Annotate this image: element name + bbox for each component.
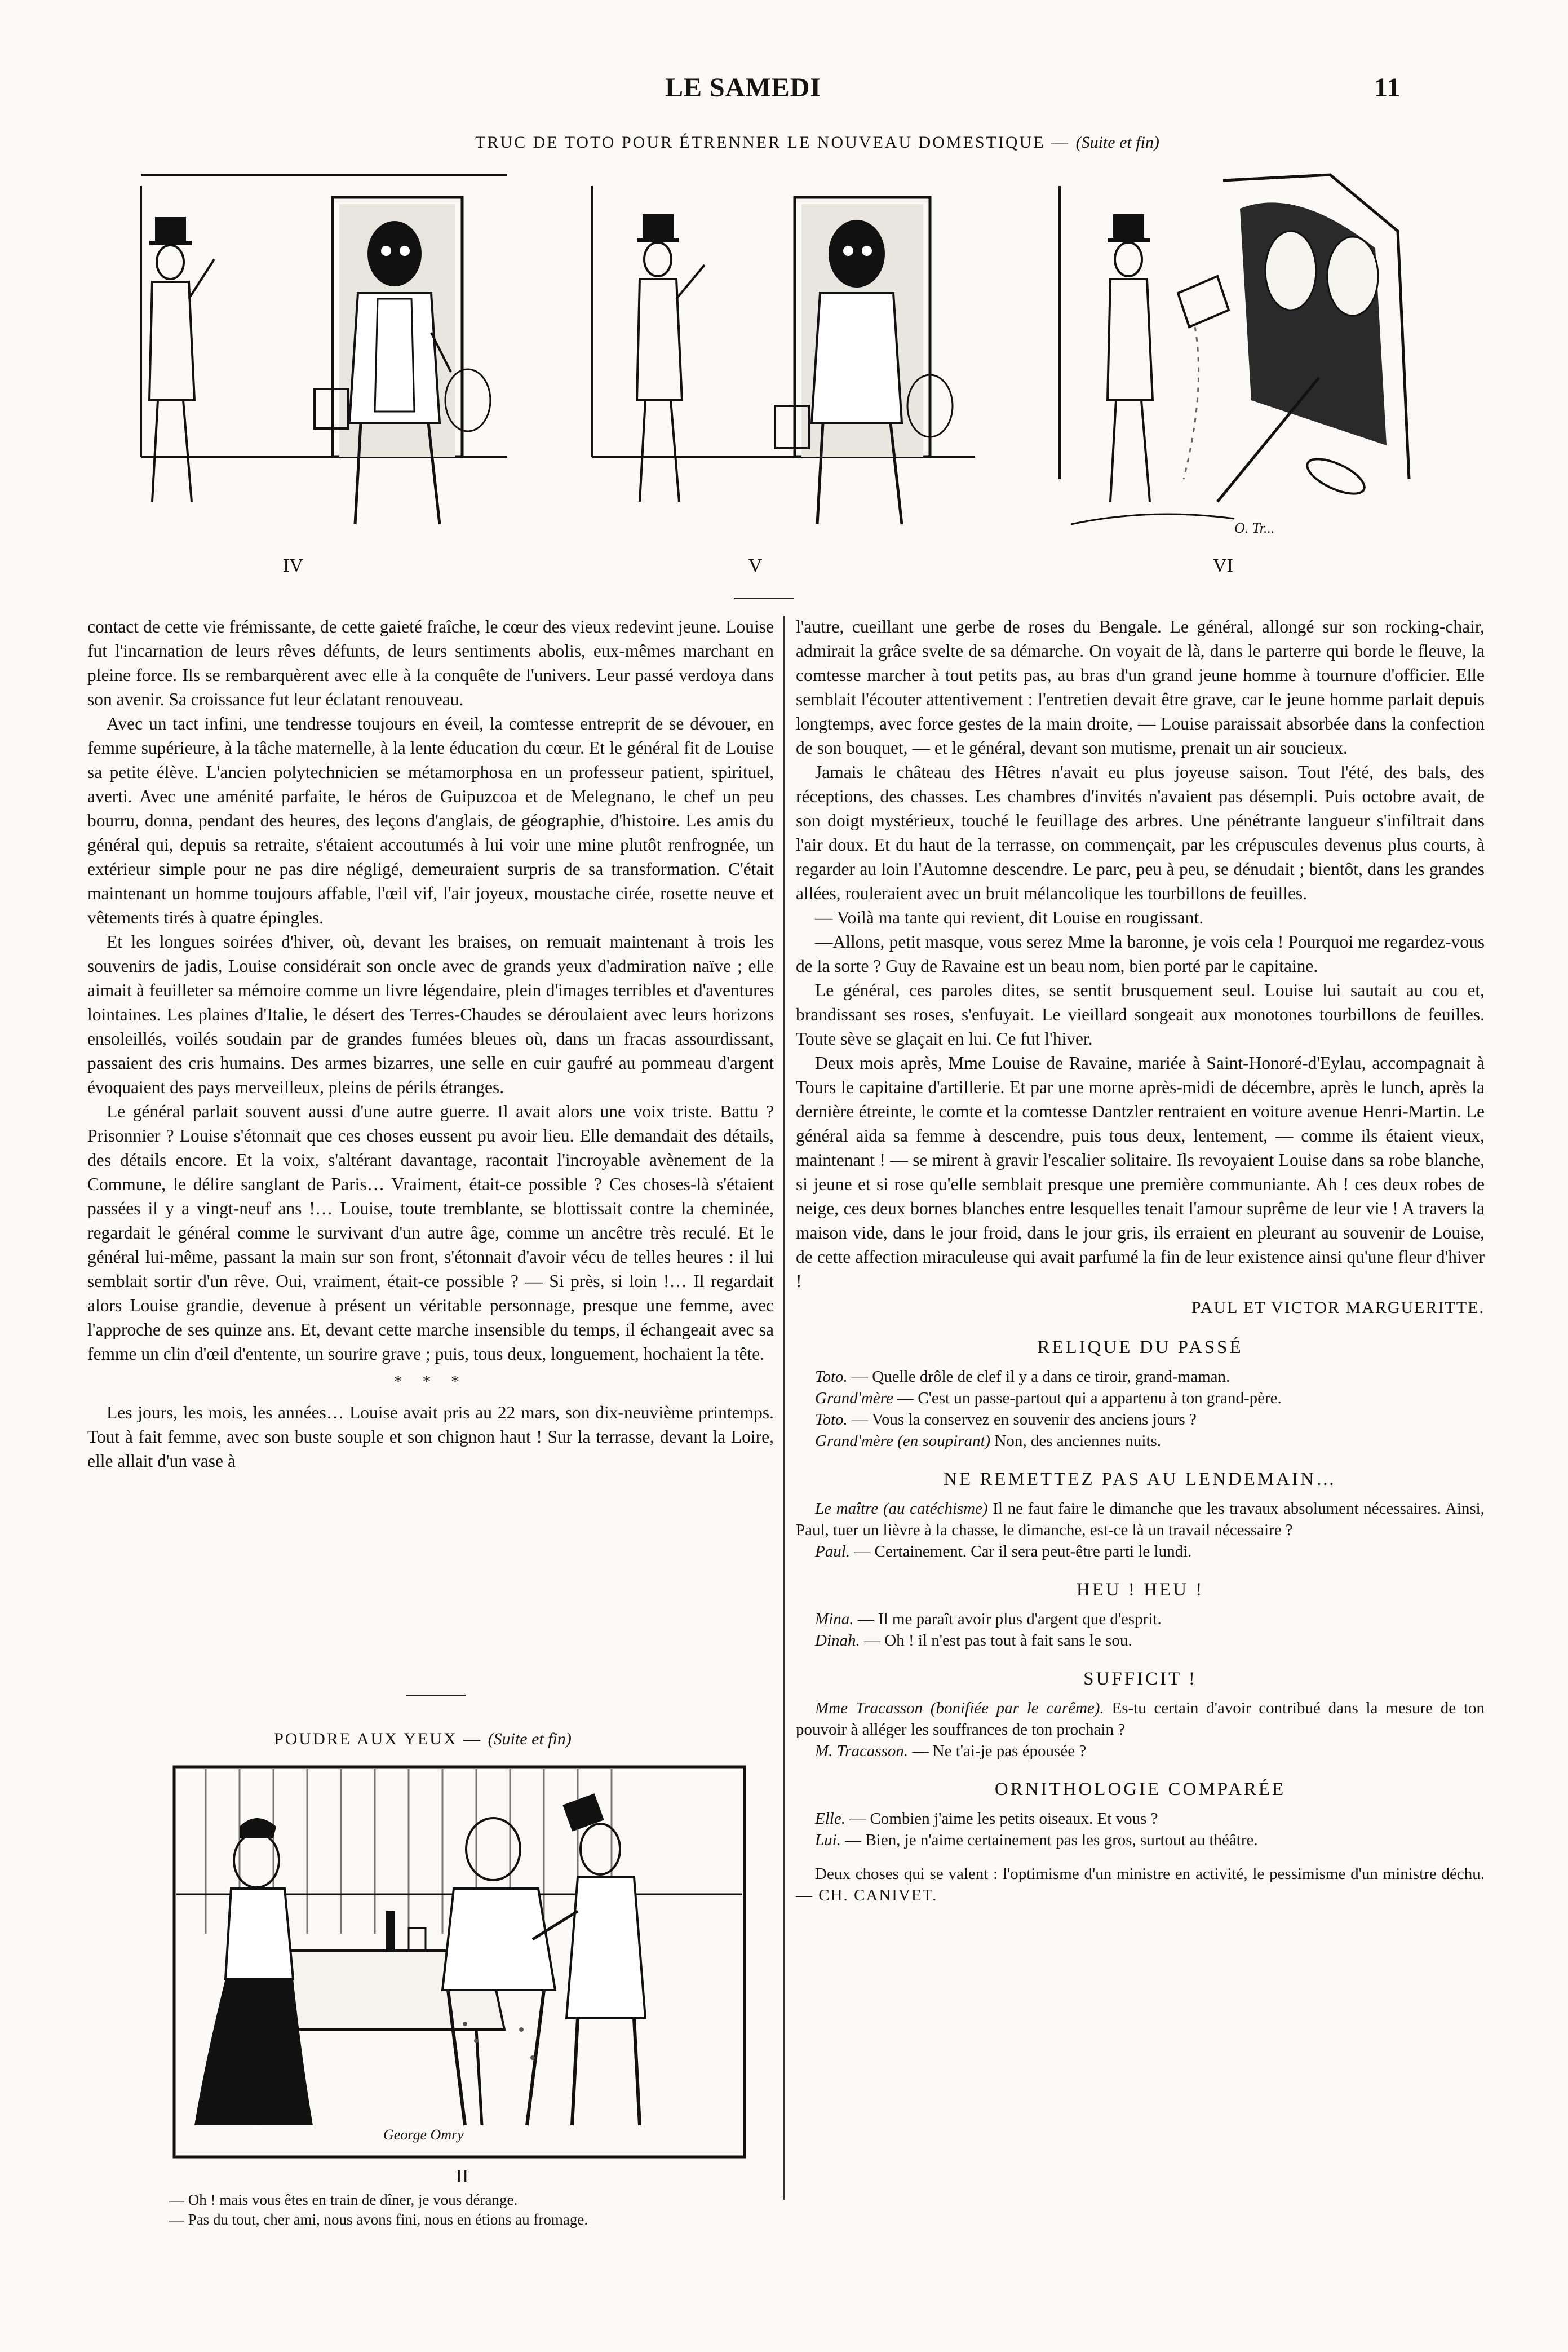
left-paragraph: Les jours, les mois, les années… Louise avait pris au 22 mars, son dix-neuvième printemps. Tout à fait femme, avec son buste souple et son chignon haut ! Sur la terrasse, devant la Loire, elle allait d'un vase à [87,1403,774,1471]
anecdote-title: SUFFICIT ! [1083,1669,1197,1689]
section-stars: * * * [394,1372,467,1391]
page-number: 11 [1374,73,1401,103]
anecdote-title: RELIQUE DU PASSÉ [1037,1337,1243,1358]
top-illustration-caption [282,133,1353,152]
bottom-dialog [169,2190,744,2230]
right-paragraph: Le général, ces paroles dites, se sentit brusquement seul. Louise lui sautait au cou et, brandissant ses roses, s'enfuyait. Le vieillard songeait aux monotones tourbillons de feuilles. Toute sève se glaçait en lui. Ce fut l'hiver. [796,980,1485,1049]
dialog-line: M. Tracasson. — Ne t'ai-je pas épousée ? [815,1742,1087,1760]
bottom-dialog-line: — Oh ! mais vous êtes en train de dîner, je vous dérange. [169,2191,518,2208]
divider-rule [734,598,794,599]
comic-panel-6 [1037,163,1488,558]
bottom-caption-text: POUDRE AUX YEUX — [274,1730,482,1748]
anecdote-title: HEU ! HEU ! [1076,1580,1204,1600]
right-paragraph: l'autre, cueillant une gerbe de roses du Bengale. Le général, allongé sur son rocking-chair, admirait la grâce svelte de sa démarche. On voyait de là, dans le parterre qui borde le fleuve, la comtesse marcher à tout petits pas, au bras d'un grand jeune homme à tournure d'officier. Elle semblait l'écouter attentivement : l'entretien devait être grave, car le jeune homme parlait depuis longtemps, avec force gestes de la main droite, — Louise paraissait absorbée dans la confection de son bouquet, — et le général, devant son mutisme, prenait un air soucieux. [796,617,1485,758]
left-paragraph: Et les longues soirées d'hiver, où, devant les braises, on remuait maintenant à trois les souvenirs de jadis, Louise considérait son oncle avec de grands yeux d'admiration naïve ; elle aimait à feuilleter sa mémoire comme un livre légendaire, plein d'images terribles et d'aventures lointaines. Les plaines d'Italie, le désert des Terres-Chaudes se déroulaient avec leurs horizons ensoleillés, voilés soudain par de grandes fumées bleues où, dans un fracas assourdissant, passaient des cris humains. Des armes bizarres, une selle en cuir gaufré au pommeau d'argent évoquaient des pays merveilleux, pleins de périls étranges. [87,932,774,1097]
dialog-line: Toto. — Vous la conservez en souvenir des anciens jours ? [815,1411,1197,1429]
bottom-dialog-line: — Pas du tout, cher ami, nous avons fini, nous en étions au fromage. [169,2211,588,2228]
dialog-line: Le maître (au catéchisme) Il ne faut faire le dimanche que les travaux absolument nécessaires. Ainsi, Paul, tuer un lièvre à la chasse, le dimanche, est-ce là un travail nécessaire ? [796,1500,1485,1539]
left-paragraph: Avec un tact infini, une tendresse toujours en éveil, la comtesse entreprit de se dévouer, en femme supérieure, à la tâche maternelle, à la lente éducation du cœur. Et le général fit de Louise sa petite élève. L'ancien polytechnicien se métamorphosa en un professeur patient, spirituel, averti. Avec une aménité parfaite, le héros de Guipuzcoa et de Melegnano, le chef un peu bourru, donna, pendant des heures, des leçons d'anglais, de géographie, d'histoire. Les amis du général qui, depuis sa retraite, s'étaient accoutumés à lui voir une mine plutôt renfrognée, un extérieur simple pour ne pas dire négligé, demeuraient surpris de sa transformation. C'était maintenant un homme toujours affable, l'œil vif, l'air joyeux, moustache cirée, rosette neuve et vêtements tirés à quatre épingles. [87,714,774,927]
bottom-caption-suffix: (Suite et fin) [488,1730,572,1748]
dialog-line: Grand'mère (en soupirant) Non, des anciennes nuits. [815,1432,1162,1450]
right-paragraph: Jamais le château des Hêtres n'avait eu plus joyeuse saison. Tout l'été, des bals, des réceptions, des chasses. Les chambres d'invités n'avaient pas désempli. Puis octobre avait, de son doigt mystérieux, touché le feuillage des arbres. Une pénétrante langueur s'infiltrait dans l'air doux. Et du haut de la terrasse, on commençait, par les crépuscules devenus plus courts, à regarder au loin l'Automne descendre. Le parc, peu à peu, se dénudait ; bientôt, dans les grandes allées, rouleraient avec un bruit mélancolique les tourbillons de feuilles. [796,762,1485,903]
dialog-line: Lui. — Bien, je n'aime certainement pas les gros, surtout au théâtre. [815,1831,1258,1849]
dialog-line: Grand'mère — C'est un passe-partout qui a appartenu à ton grand-père. [815,1389,1282,1407]
anecdote-title: NE REMETTEZ PAS AU LENDEMAIN… [944,1469,1337,1489]
bottom-illustration [172,1765,747,2159]
comic-panel-5 [558,163,1009,558]
panel-signature: O. Tr... [1234,520,1275,536]
dialog-line: Elle. — Combien j'aime les petits oiseaux. Et vous ? [815,1810,1158,1828]
closing-note: Deux choses qui se valent : l'optimisme d'un ministre en activité, le pessimisme d'un ministre déchu. — CH. CANIVET. [796,1865,1485,1904]
running-title: LE SAMEDI [665,73,822,103]
comic-strip-top [79,163,1488,592]
right-paragraph: Deux mois après, Mme Louise de Ravaine, mariée à Saint-Honoré-d'Eylau, accompagnait à Tours le capitaine d'artillerie. Et par une morne après-midi de décembre, après le lunch, après la dernière étreinte, le comte et la comtesse Dantzler rentraient en voiture avenue Henri-Martin. Le général aida sa femme à descendre, puis tous deux, lentement, — comme ils étaient vieux, maintenant ! — se mirent à gravir l'escalier solitaire. Ils revoyaient Louise dans sa robe blanche, si jeune et si rose qu'elle semblait presque une première communiante. Ah ! ces deux robes de neige, ces deux bornes blanches entre lesquelles tenait l'amour suprême de leur vie ! A travers la maison vide, dans le jour froid, dans le jour gris, ils erraient en pleurant au souvenir de Louise, de cette affection miraculeuse qui avait parfumé la fin de leur existence ainsi qu'une fleur d'hiver ! [796,1053,1485,1291]
right-column [796,614,1485,1906]
divider-rule-bottom [406,1695,466,1696]
left-paragraph: contact de cette vie frémissante, de cette gaieté fraîche, le cœur des vieux redevint jeune. Louise fut l'incarnation de leurs rêves défunts, de leurs sentiments abolis, eux-mêmes marchant en pleine force. Ils se rembarquèrent avec elle à la conquête de l'univers. Leur passé verdoya dans son avenir. Sa croissance fut leur éclatant renouveau. [87,617,774,709]
dialog-line: Toto. — Quelle drôle de clef il y a dans ce tiroir, grand-maman. [815,1368,1230,1386]
story-signature: PAUL ET VICTOR MARGUERITTE. [1191,1298,1485,1317]
right-paragraph: — Voilà ma tante qui revient, dit Louise en rougissant. [815,908,1204,927]
comic-panel-4 [79,163,530,558]
panel-label-6: VI [1213,555,1233,576]
left-paragraph: Le général parlait souvent aussi d'une autre guerre. Il avait alors une voix triste. Battu ? Prisonnier ? Louise s'étonnait que ces choses eussent pu avoir lieu. Elle demandait des détails, des détails encore. Et la voix, s'altérant davantage, racontait l'incroyable avènement de la Commune, le délire sanglant de Paris… Vraiment, était-ce possible ? Ces choses-là s'étaient passées il y a vingt-neuf ans !… Louise, toute tremblante, se blottissait contre la cheminée, regardait le général comme le survivant d'un autre âge, comme un ancêtre très reculé. Et le général lui-même, passant la main sur son front, s'étonnait d'avoir vécu de telles heures : il lui semblait sortir d'un rêve. Oui, vraiment, était-ce possible ? — Si près, si loin !… Il regardait alors Louise grandie, devenue à présent un véritable personnage, presque une femme, avec l'approche de ses quinze ans. Et, devant cette marche insensible du temps, il échangeait avec sa femme un clin d'œil d'entente, un sourire grave ; puis, tous deux, longuement, hochaient la tête. [87,1102,774,1364]
top-caption-text: TRUC DE TOTO POUR ÉTRENNER LE NOUVEAU DOMESTIQUE — [475,133,1070,152]
dialog-line: Paul. — Certainement. Car il sera peut-être parti le lundi. [815,1542,1192,1560]
dialog-line: Dinah. — Oh ! il n'est pas tout à fait sans le sou. [815,1632,1132,1650]
top-caption-suffix: (Suite et fin) [1075,133,1159,152]
right-paragraph: —Allons, petit masque, vous serez Mme la baronne, je vois cela ! Pourquoi me regardez-vous de la sorte ? Guy de Ravaine est un beau nom, bien porté par le capitaine. [796,932,1485,976]
column-divider [783,616,785,2200]
left-column [87,614,774,1473]
anecdotes [796,1337,1485,1906]
dialog-line: Mina. — Il me paraît avoir plus d'argent que d'esprit. [815,1610,1162,1628]
anecdote-title: ORNITHOLOGIE COMPARÉE [994,1779,1286,1800]
dialog-line: Mme Tracasson (bonifiée par le carême). Es-tu certain d'avoir contribué dans la mesure de ton pouvoir à alléger les souffrances de ton prochain ? [796,1699,1485,1739]
bottom-panel-label: II [455,2166,469,2187]
artist-signature: George Omry [383,2126,464,2143]
bottom-illustration-caption [169,1730,676,1749]
panel-label-4: IV [283,555,303,576]
panel-label-5: V [748,555,763,576]
